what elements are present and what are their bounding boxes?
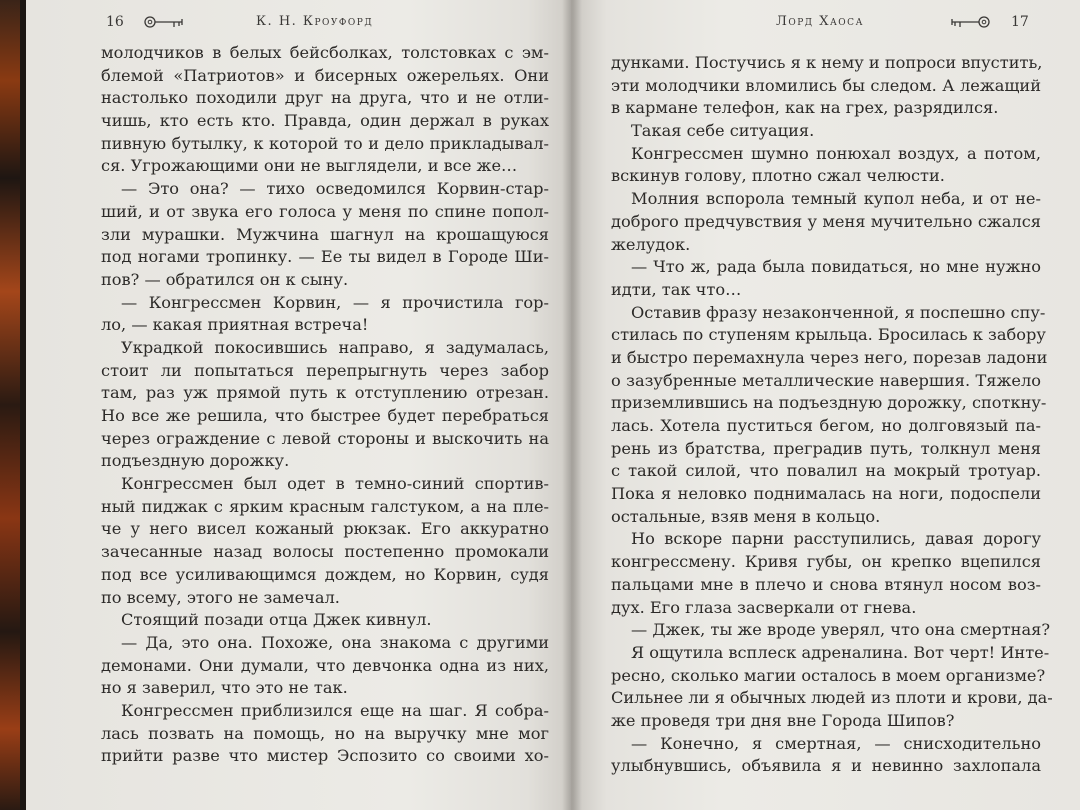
text-line: идти, так что… (611, 279, 742, 299)
text-line: пов? — обратился он к сыну. (101, 269, 349, 289)
text-line: стилась по ступеням крыльца. Бросилась к забору (611, 325, 1046, 345)
text-line: пивную бутылку, к которой то и дело прикладывал- (101, 133, 549, 153)
key-ornament-icon (144, 15, 186, 33)
text-line: прийти разве что мистер Эспозито со своими хо- (101, 746, 549, 766)
text-line: молодчиков в белых бейсболках, толстовках с эм- (101, 43, 549, 62)
right-page-number: 17 (1011, 14, 1029, 30)
text-line: под ногами тропинку. — Ее ты видел в Городе Ши- (101, 247, 549, 267)
text-line: демонами. Они думали, что девчонка одна из них, (101, 655, 549, 675)
text-line: блемой «Патриотов» и бисерных ожерельях. Они (101, 65, 549, 85)
text-line: через ограждение с левой стороны и выскочить на (101, 428, 549, 448)
text-line: улыбнувшись, объявила я и невинно захлопала (611, 756, 1041, 776)
key-ornament-icon (948, 15, 990, 33)
text-line: там, раз уж прямой путь к отступлению отрезан. (101, 383, 549, 403)
text-line: конгрессмену. Кривя губы, он крепко вцепился (611, 552, 1041, 572)
text-line: Такая себе ситуация. (631, 121, 815, 141)
text-line: — Конгрессмен Корвин, — я прочистила гор- (121, 292, 549, 312)
text-line: стоит ли попытаться перепрыгнуть через забор (101, 360, 549, 380)
text-line: под все усиливающимся дождем, но Корвин, судя (101, 564, 549, 584)
text-line: — Джек, ты же вроде уверял, что она смертная? (631, 620, 1051, 640)
left-page-body (101, 42, 549, 768)
text-line: дух. Его глаза засверкали от гнева. (611, 597, 917, 617)
text-line: Но все же решила, что быстрее будет перебраться (101, 406, 549, 425)
text-line: о зазубренные металлические навершия. Тяжело (611, 370, 1041, 390)
text-line: Я ощутила всплеск адреналина. Вот черт! Инте- (631, 642, 1050, 662)
text-line: пальцами мне в плечо и снова втянул носом воз- (611, 574, 1041, 594)
text-line: ший, и от звука его голоса у меня по спине попол- (101, 201, 549, 221)
text-line: вскинув голову, плотно сжал челюсти. (611, 166, 945, 186)
text-line: эти молодчики вломились бы следом. А лежащий (611, 75, 1041, 95)
text-line: рень из братства, преградив путь, толкнул меня (611, 438, 1041, 458)
text-line: — Да, это она. Похоже, она знакома с другими (121, 632, 549, 652)
text-line: ный пиджак с ярким красным галстуком, а на пле- (101, 496, 549, 516)
text-line: ся. Угрожающими они не выглядели, и все же… (101, 156, 518, 176)
text-line: в кармане телефон, как на грех, разрядился. (611, 98, 999, 118)
text-line: Оставив фразу незаконченной, я поспешно спу- (631, 302, 1046, 322)
text-line: же проведя три дня вне Города Шипов? (611, 710, 955, 730)
text-line: остальные, взяв меня в кольцо. (611, 506, 881, 526)
text-line: зли мурашки. Мужчина шагнул на крошащуюся (101, 224, 549, 244)
left-page-header (106, 12, 546, 36)
right-page (571, 0, 1080, 810)
text-line: Пока я неловко поднималась на ноги, подоспели (611, 484, 1041, 504)
text-line: Конгрессмен шумно понюхал воздух, а потом, (631, 143, 1041, 163)
text-line: — Это она? — тихо осведомился Корвин-стар- (121, 179, 549, 199)
text-line: ресно, сколько магии осталось в моем организме? (611, 665, 1046, 685)
text-line: чишь, кто есть кто. Правда, один держал в руках (101, 111, 549, 131)
text-line: лась позвать на помощь, но на выручку мне мог (101, 723, 549, 743)
text-line: Конгрессмен приблизился еще на шаг. Я собра- (121, 700, 549, 720)
text-line: подъездную дорожку. (101, 451, 290, 471)
text-line: Конгрессмен был одет в темно-синий спортив- (121, 474, 549, 494)
left-page-number: 16 (106, 14, 124, 30)
text-line: Украдкой покосившись направо, я задумалась, (121, 337, 549, 357)
text-line: зачесанные назад волосы постепенно промокали (101, 542, 549, 562)
text-line: но я заверил, что это не так. (101, 678, 348, 698)
text-line: — Что ж, рада была повидаться, но мне нужно (631, 257, 1041, 277)
text-line: с такой силой, что повалил на мокрый тротуар. (611, 461, 1041, 481)
right-running-head: Лорд Хаоса (776, 14, 864, 29)
text-line: Но вскоре парни расступились, давая дорогу (631, 529, 1041, 549)
right-page-body (611, 52, 1053, 778)
text-line: дунками. Постучись я к нему и попроси впустить, (611, 53, 1043, 72)
text-line: че у него висел кожаный рюкзак. Его аккуратно (101, 519, 549, 539)
book-cover-edge (0, 0, 26, 810)
left-running-head: К. Н. Кроуфорд (256, 14, 374, 29)
text-line: лась. Хотела пуститься бегом, но долговязый па- (611, 416, 1041, 435)
text-line: желудок. (611, 234, 691, 254)
text-line: приземлившись на подъездную дорожку, споткну- (611, 393, 1047, 413)
text-line: — Конечно, я смертная, — снисходительно (631, 733, 1041, 753)
text-line: доброго предчувствия у меня мучительно сжался (611, 211, 1041, 231)
text-line: настолько походили друг на друга, что и не отли- (101, 88, 549, 108)
text-line: ло, — какая приятная встреча! (101, 315, 369, 335)
text-line: Стоящий позади отца Джек кивнул. (121, 610, 432, 630)
left-page (26, 0, 571, 810)
text-line: и быстро перемахнула через него, порезав ладони (611, 347, 1048, 367)
text-line: по всему, этого не замечал. (101, 587, 340, 607)
text-line: Молния вспорола темный купол неба, и от не- (631, 189, 1041, 209)
right-page-header (776, 12, 1036, 36)
text-line: Сильнее ли я обычных людей из плоти и крови, да- (611, 688, 1053, 708)
